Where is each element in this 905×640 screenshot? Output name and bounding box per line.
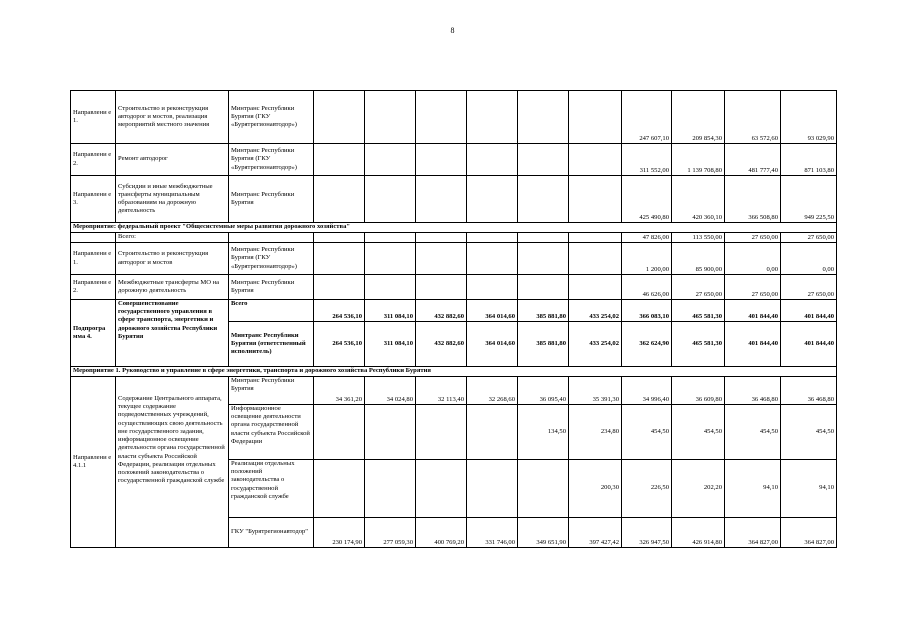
value-cell: 264 536,10 bbox=[314, 300, 365, 322]
value-cell bbox=[416, 144, 467, 176]
value-cell: 94,10 bbox=[725, 460, 781, 518]
value-cell: 311 552,00 bbox=[622, 144, 672, 176]
value-cell bbox=[314, 91, 365, 144]
executor-cell: Минтранс Республики Бурятия bbox=[229, 275, 314, 300]
value-cell: 432 882,60 bbox=[416, 300, 467, 322]
code-cell: Направлени е 1. bbox=[71, 243, 116, 275]
executor-cell: Информационное освещение деятельности органа государственной власти субъекта Российской Федерации bbox=[229, 405, 314, 460]
title-cell: Строительство и реконструкция автодорог и мостов bbox=[116, 243, 229, 275]
code-cell: Направлени е 4.1.1 bbox=[71, 377, 116, 548]
executor-cell: Минтранс Республики Бурятия bbox=[229, 377, 314, 405]
value-cell bbox=[569, 144, 622, 176]
subprogram-title: Совершенствование государственного управления в сфере транспорта, энергетики и дорожного хозяйства Республики Бурятия bbox=[116, 300, 229, 367]
value-cell: 27 650,00 bbox=[781, 233, 837, 243]
value-cell: 1 139 708,80 bbox=[672, 144, 725, 176]
value-cell: 385 881,80 bbox=[518, 300, 569, 322]
value-cell: 27 650,00 bbox=[725, 233, 781, 243]
value-cell: 34 024,80 bbox=[365, 377, 416, 405]
value-cell: 331 746,00 bbox=[467, 518, 518, 548]
value-cell: 364 014,60 bbox=[467, 300, 518, 322]
value-cell: 401 844,40 bbox=[781, 300, 837, 322]
value-cell bbox=[518, 243, 569, 275]
title-cell: Содержание Центрального аппарата, текущее содержание подведомственных учреждений, осуществляющих свою деятельность вне государственного задания, информационное освещение деятельности органа государственной власти субъекта Российской Федерации, реализация отдельных положений законодательства о государственной гражданской службе bbox=[116, 377, 229, 548]
value-cell bbox=[416, 275, 467, 300]
title-cell: Строительство и реконструкция автодорог и мостов, реализация мероприятий местного значения bbox=[116, 91, 229, 144]
value-cell bbox=[569, 176, 622, 223]
value-cell bbox=[416, 91, 467, 144]
event-title: Мероприятие: федеральный проект "Общесистемные меры развития дорожного хозяйства" bbox=[71, 223, 837, 233]
title-cell: Межбюджетные трансферты МО на дорожную деятельность bbox=[116, 275, 229, 300]
code-cell: Направлени е 1. bbox=[71, 91, 116, 144]
value-cell: 202,20 bbox=[672, 460, 725, 518]
value-cell: 871 103,80 bbox=[781, 144, 837, 176]
value-cell: 366 508,80 bbox=[725, 176, 781, 223]
value-cell: 200,30 bbox=[569, 460, 622, 518]
table-body bbox=[71, 91, 837, 548]
value-cell: 36 468,80 bbox=[725, 377, 781, 405]
value-cell bbox=[314, 460, 365, 518]
value-cell: 247 607,10 bbox=[622, 91, 672, 144]
value-cell bbox=[467, 460, 518, 518]
value-cell: 454,50 bbox=[725, 405, 781, 460]
value-cell bbox=[467, 144, 518, 176]
value-cell: 433 254,02 bbox=[569, 322, 622, 367]
value-cell: 362 624,90 bbox=[622, 322, 672, 367]
value-cell: 47 826,00 bbox=[622, 233, 672, 243]
value-cell: 401 844,40 bbox=[725, 300, 781, 322]
value-cell: 366 083,10 bbox=[622, 300, 672, 322]
value-cell: 397 427,42 bbox=[569, 518, 622, 548]
value-cell: 349 651,90 bbox=[518, 518, 569, 548]
value-cell: 32 268,60 bbox=[467, 377, 518, 405]
value-cell bbox=[467, 275, 518, 300]
value-cell: 454,50 bbox=[622, 405, 672, 460]
value-cell bbox=[416, 176, 467, 223]
value-cell bbox=[467, 176, 518, 223]
value-cell: 949 225,50 bbox=[781, 176, 837, 223]
value-cell bbox=[365, 460, 416, 518]
value-cell: 311 084,10 bbox=[365, 300, 416, 322]
value-cell: 454,50 bbox=[672, 405, 725, 460]
value-cell: 364 827,00 bbox=[725, 518, 781, 548]
value-cell bbox=[518, 144, 569, 176]
page-number: 8 bbox=[450, 26, 455, 35]
value-cell: 364 014,60 bbox=[467, 322, 518, 367]
value-cell: 113 550,00 bbox=[672, 233, 725, 243]
value-cell bbox=[314, 233, 365, 243]
executor-cell: Минтранс Республики Бурятия (ГКУ «Бурятрегионавтодор») bbox=[229, 243, 314, 275]
executor-cell: Минтранс Республики Бурятия (ответственный исполнитель) bbox=[229, 322, 314, 367]
value-cell: 326 947,50 bbox=[622, 518, 672, 548]
value-cell: 364 827,00 bbox=[781, 518, 837, 548]
value-cell: 94,10 bbox=[781, 460, 837, 518]
value-cell: 481 777,40 bbox=[725, 144, 781, 176]
value-cell: 63 572,60 bbox=[725, 91, 781, 144]
value-cell: 35 391,30 bbox=[569, 377, 622, 405]
value-cell bbox=[518, 233, 569, 243]
executor-cell bbox=[229, 233, 314, 243]
executor-cell: Реализация отдельных положений законодательства о государственной гражданской службе bbox=[229, 460, 314, 518]
value-cell: 1 200,00 bbox=[622, 243, 672, 275]
value-cell: 85 900,00 bbox=[672, 243, 725, 275]
value-cell bbox=[518, 460, 569, 518]
value-cell bbox=[314, 176, 365, 223]
value-cell bbox=[467, 243, 518, 275]
value-cell bbox=[314, 275, 365, 300]
title-cell: Всего: bbox=[116, 233, 229, 243]
value-cell bbox=[569, 233, 622, 243]
value-cell bbox=[416, 233, 467, 243]
value-cell: 27 650,00 bbox=[725, 275, 781, 300]
executor-cell: ГКУ "Бурятрегионавтодор" bbox=[229, 518, 314, 548]
value-cell bbox=[416, 460, 467, 518]
value-cell: 93 029,90 bbox=[781, 91, 837, 144]
budget-table bbox=[70, 90, 837, 548]
value-cell bbox=[314, 405, 365, 460]
value-cell bbox=[365, 144, 416, 176]
value-cell: 27 650,00 bbox=[781, 275, 837, 300]
executor-cell: Минтранс Республики Бурятия (ГКУ «Бурятрегионавтодор») bbox=[229, 91, 314, 144]
event-title: Мероприятие 1. Руководство и управление в сфере энергетики, транспорта и дорожного хозяйства Республики Бурятия bbox=[71, 367, 837, 377]
code-cell: Направлени е 3. bbox=[71, 176, 116, 223]
value-cell: 27 650,00 bbox=[672, 275, 725, 300]
value-cell: 401 844,40 bbox=[725, 322, 781, 367]
value-cell: 32 113,40 bbox=[416, 377, 467, 405]
value-cell: 433 254,02 bbox=[569, 300, 622, 322]
value-cell bbox=[365, 405, 416, 460]
title-cell: Ремонт автодорог bbox=[116, 144, 229, 176]
value-cell: 454,50 bbox=[781, 405, 837, 460]
value-cell bbox=[416, 405, 467, 460]
value-cell: 36 468,80 bbox=[781, 377, 837, 405]
value-cell bbox=[365, 243, 416, 275]
value-cell: 226,50 bbox=[622, 460, 672, 518]
value-cell bbox=[365, 91, 416, 144]
title-cell: Субсидии и иные межбюджетные трансферты муниципальным образованиям на дорожную деятельность bbox=[116, 176, 229, 223]
value-cell: 426 914,80 bbox=[672, 518, 725, 548]
value-cell: 420 360,10 bbox=[672, 176, 725, 223]
value-cell: 400 769,20 bbox=[416, 518, 467, 548]
value-cell bbox=[314, 243, 365, 275]
executor-cell: Всего bbox=[229, 300, 314, 322]
value-cell: 209 854,30 bbox=[672, 91, 725, 144]
value-cell bbox=[518, 275, 569, 300]
value-cell bbox=[467, 405, 518, 460]
value-cell: 46 626,00 bbox=[622, 275, 672, 300]
value-cell bbox=[467, 233, 518, 243]
value-cell bbox=[518, 91, 569, 144]
value-cell: 34 996,40 bbox=[622, 377, 672, 405]
code-cell: Направлени е 2. bbox=[71, 275, 116, 300]
executor-cell: Минтранс Республики Бурятия (ГКУ «Бурятрегионавтодор») bbox=[229, 144, 314, 176]
code-cell: Направлени е 2. bbox=[71, 144, 116, 176]
value-cell bbox=[416, 243, 467, 275]
value-cell: 432 882,60 bbox=[416, 322, 467, 367]
value-cell bbox=[314, 144, 365, 176]
value-cell: 36 609,80 bbox=[672, 377, 725, 405]
code-cell bbox=[71, 233, 116, 243]
value-cell: 401 844,40 bbox=[781, 322, 837, 367]
value-cell: 0,00 bbox=[781, 243, 837, 275]
value-cell: 425 490,80 bbox=[622, 176, 672, 223]
value-cell bbox=[569, 275, 622, 300]
value-cell: 36 095,40 bbox=[518, 377, 569, 405]
subprogram-code: Подпрогра мма 4. bbox=[71, 300, 116, 367]
value-cell bbox=[365, 176, 416, 223]
value-cell: 134,50 bbox=[518, 405, 569, 460]
value-cell bbox=[569, 243, 622, 275]
value-cell: 230 174,90 bbox=[314, 518, 365, 548]
value-cell: 465 581,30 bbox=[672, 300, 725, 322]
value-cell: 385 881,80 bbox=[518, 322, 569, 367]
value-cell bbox=[518, 176, 569, 223]
value-cell bbox=[467, 91, 518, 144]
executor-cell: Минтранс Республики Бурятия bbox=[229, 176, 314, 223]
value-cell: 465 581,30 bbox=[672, 322, 725, 367]
value-cell: 234,80 bbox=[569, 405, 622, 460]
value-cell: 0,00 bbox=[725, 243, 781, 275]
value-cell bbox=[365, 275, 416, 300]
value-cell bbox=[569, 91, 622, 144]
value-cell: 277 059,30 bbox=[365, 518, 416, 548]
value-cell bbox=[365, 233, 416, 243]
value-cell: 311 084,10 bbox=[365, 322, 416, 367]
value-cell: 264 536,10 bbox=[314, 322, 365, 367]
value-cell: 34 361,20 bbox=[314, 377, 365, 405]
